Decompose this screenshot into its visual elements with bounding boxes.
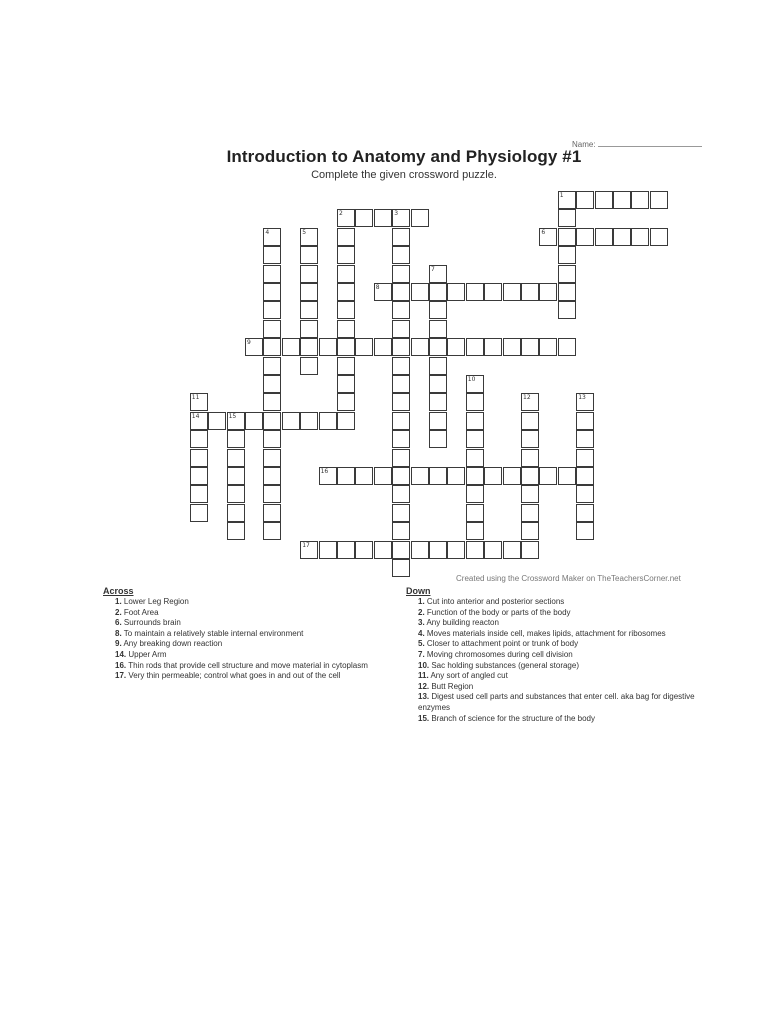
across-heading: Across [103,586,134,596]
down-clue [418,597,696,608]
down-clue [418,618,696,629]
clue-number: 4. [418,628,425,638]
crossword-cell[interactable] [392,301,410,319]
crossword-cell[interactable] [466,338,484,356]
crossword-cell[interactable] [263,485,281,503]
crossword-cell[interactable] [337,541,355,559]
clue-number-label: 10 [467,376,476,383]
crossword-cell[interactable] [392,338,410,356]
crossword-cell[interactable] [263,522,281,540]
clue-text: Moves materials inside cell, makes lipids, attachment for ribosomes [424,628,666,638]
crossword-cell[interactable] [429,338,447,356]
crossword-cell[interactable] [558,283,576,301]
crossword-cell[interactable] [613,191,631,209]
clue-text: Upper Arm [126,649,167,659]
clue-number-label: 11 [191,394,200,402]
crossword-cell[interactable] [539,467,557,485]
clue-text: Butt Region [429,681,474,691]
crossword-cell[interactable] [263,412,281,430]
crossword-cell[interactable] [503,283,521,301]
crossword-cell[interactable] [227,449,245,467]
clue-number-label: 4 [265,228,270,236]
crossword-cell[interactable] [576,449,594,467]
down-clues [406,586,696,724]
crossword-cell[interactable] [263,228,281,246]
crossword-cell[interactable] [558,301,576,319]
clue-number: 8. [115,628,122,638]
crossword-cell[interactable] [319,338,337,356]
crossword-cell[interactable] [650,191,668,209]
crossword-cell[interactable] [595,191,613,209]
crossword-cell[interactable] [576,393,594,411]
crossword-cell[interactable] [392,209,410,227]
down-clue [418,682,696,693]
crossword-cell[interactable] [392,375,410,393]
crossword-cell[interactable] [539,338,557,356]
crossword-cell[interactable] [227,430,245,448]
crossword-cell[interactable] [429,265,447,283]
clue-number-label: 7 [431,265,435,273]
crossword-cell[interactable] [392,265,410,283]
crossword-cell[interactable] [374,541,392,559]
crossword-cell[interactable] [447,541,465,559]
crossword-cell[interactable] [650,228,668,246]
across-clue [115,661,393,672]
crossword-cell[interactable] [631,191,649,209]
clue-number-label: 16 [320,468,329,475]
crossword-cell[interactable] [466,375,484,393]
clue-text: Any building reacton [424,618,499,628]
clue-number: 12. [418,681,430,691]
crossword-cell[interactable] [227,504,245,522]
crossword-cell[interactable] [300,338,318,356]
crossword-cell[interactable] [300,265,318,283]
crossword-cell[interactable] [263,246,281,264]
crossword-cell[interactable] [521,449,539,467]
clue-text: Digest used cell parts and substances that enter cell. aka bag for digestive enzymes [418,692,695,712]
clue-number-label: 14 [191,412,200,420]
clue-text: Any sort of angled cut [428,671,508,681]
crossword-cell[interactable] [521,283,539,301]
crossword-cell[interactable] [503,467,521,485]
crossword-cell[interactable] [447,338,465,356]
crossword-cell[interactable] [466,504,484,522]
crossword-cell[interactable] [227,467,245,485]
crossword-cell[interactable] [558,228,576,246]
crossword-cell[interactable] [190,412,208,430]
crossword-cell[interactable] [392,449,410,467]
crossword-cell[interactable] [263,504,281,522]
clue-number: 1. [115,597,122,606]
clue-number: 5. [418,639,425,649]
crossword-cell[interactable] [263,467,281,485]
crossword-cell[interactable] [521,541,539,559]
crossword-cell[interactable] [337,375,355,393]
page-title: Introduction to Anatomy and Physiology #1 [226,147,582,166]
crossword-cell[interactable] [558,467,576,485]
crossword-cell[interactable] [429,375,447,393]
crossword-cell[interactable] [521,338,539,356]
crossword-cell[interactable] [319,412,337,430]
crossword-cell[interactable] [374,467,392,485]
crossword-cell[interactable] [245,412,263,430]
crossword-cell[interactable] [263,301,281,319]
crossword-cell[interactable] [429,393,447,411]
crossword-cell[interactable] [300,412,318,430]
crossword-cell[interactable] [282,412,300,430]
crossword-cell[interactable] [466,449,484,467]
crossword-cell[interactable] [227,485,245,503]
clue-number: 9. [115,639,122,649]
crossword-cell[interactable] [337,246,355,264]
crossword-cell[interactable] [374,283,392,301]
crossword-cell[interactable] [429,412,447,430]
down-clue [418,714,696,725]
clue-number-label: 3 [394,210,399,218]
crossword-cell[interactable] [392,246,410,264]
crossword-cell[interactable] [337,412,355,430]
clue-number-label: 15 [228,412,237,420]
down-clue [418,608,696,619]
clue-number-label: 12 [523,394,531,402]
clue-number: 2. [115,607,122,617]
clue-number: 14. [115,649,127,659]
crossword-cell[interactable] [282,338,300,356]
clue-number-label: 13 [578,394,586,402]
across-clue [115,597,393,608]
crossword-cell[interactable] [521,393,539,411]
clue-number: 16. [115,660,127,670]
crossword-cell[interactable] [429,357,447,375]
crossword-cell[interactable] [466,412,484,430]
crossword-cell[interactable] [337,228,355,246]
crossword-cell[interactable] [392,522,410,540]
crossword-cell[interactable] [208,412,226,430]
crossword-cell[interactable] [411,209,429,227]
crossword-cell[interactable] [300,283,318,301]
crossword-cell[interactable] [576,522,594,540]
crossword-cell[interactable] [319,541,337,559]
crossword-cell[interactable] [466,393,484,411]
crossword-cell[interactable] [539,228,557,246]
clue-text: Cut into anterior and posterior sections [424,597,565,606]
clue-number-label: 5 [302,228,307,236]
across-clue [115,671,393,682]
crossword-cell[interactable] [484,467,502,485]
crossword-cell[interactable] [300,228,318,246]
clue-text: To maintain a relatively stable internal environment [121,628,304,638]
crossword-cell[interactable] [263,449,281,467]
clue-text: Closer to attachment point or trunk of body [424,639,579,649]
crossword-cell[interactable] [411,541,429,559]
crossword-cell[interactable] [558,191,576,209]
crossword-cell[interactable] [576,191,594,209]
crossword-cell[interactable] [392,430,410,448]
down-clue-list [406,597,696,724]
crossword-cell[interactable] [300,301,318,319]
crossword-cell[interactable] [576,485,594,503]
crossword-cell[interactable] [631,228,649,246]
crossword-cell[interactable] [337,301,355,319]
crossword-cell[interactable] [245,338,263,356]
crossword-cell[interactable] [521,430,539,448]
crossword-cell[interactable] [484,338,502,356]
clue-text: Branch of science for the structure of the body [429,713,595,723]
crossword-cell[interactable] [190,467,208,485]
crossword-cell[interactable] [466,522,484,540]
crossword-cell[interactable] [429,541,447,559]
down-clue [418,692,696,713]
crossword-cell[interactable] [374,209,392,227]
across-clue [115,650,393,661]
crossword-cell[interactable] [576,228,594,246]
crossword-cell[interactable] [337,320,355,338]
crossword-cell[interactable] [263,357,281,375]
clue-text: Surrounds brain [121,618,181,628]
crossword-cell[interactable] [576,467,594,485]
crossword-cell[interactable] [503,338,521,356]
crossword-cell[interactable] [263,320,281,338]
crossword-cell[interactable] [263,283,281,301]
crossword-cell[interactable] [392,504,410,522]
crossword-cell[interactable] [300,541,318,559]
crossword-cell[interactable] [392,485,410,503]
crossword-cell[interactable] [539,283,557,301]
crossword-cell[interactable] [447,467,465,485]
clue-text: Foot Area [121,607,159,617]
crossword-cell[interactable] [576,430,594,448]
across-clues [103,586,393,682]
crossword-cell[interactable] [411,467,429,485]
across-clue-list [103,597,393,682]
crossword-cell[interactable] [337,393,355,411]
clue-number: 10. [418,660,430,670]
across-clue [115,629,393,640]
crossword-cell[interactable] [411,338,429,356]
crossword-cell[interactable] [263,430,281,448]
crossword-cell[interactable] [484,541,502,559]
crossword-cell[interactable] [190,430,208,448]
crossword-cell[interactable] [429,320,447,338]
clue-number-label: 6 [541,228,546,236]
crossword-cell[interactable] [576,504,594,522]
crossword-cell[interactable] [521,412,539,430]
crossword-cell[interactable] [355,338,373,356]
crossword-cell[interactable] [466,485,484,503]
crossword-cell[interactable] [521,467,539,485]
crossword-cell[interactable] [466,467,484,485]
crossword-cell[interactable] [227,412,245,430]
crossword-cell[interactable] [466,283,484,301]
crossword-cell[interactable] [190,485,208,503]
crossword-cell[interactable] [392,541,410,559]
clue-number: 7. [418,649,425,659]
page-subtitle: Complete the given crossword puzzle. [311,169,497,181]
crossword-cell[interactable] [429,430,447,448]
clue-number: 6. [115,618,122,628]
clue-text: Thin rods that provide cell structure and move material in cytoplasm [126,660,368,670]
crossword-cell[interactable] [484,283,502,301]
crossword-cell[interactable] [374,338,392,356]
crossword-cell[interactable] [227,522,245,540]
crossword-cell[interactable] [558,265,576,283]
crossword-cell[interactable] [558,246,576,264]
clue-number-label: 2 [339,210,343,218]
crossword-cell[interactable] [392,467,410,485]
name-label: Name: [572,140,596,149]
down-clue [418,661,696,672]
across-clue [115,639,393,650]
crossword-cell[interactable] [300,320,318,338]
clue-number-label: 8 [375,284,380,291]
crossword-cell[interactable] [392,357,410,375]
crossword-cell[interactable] [263,338,281,356]
crossword-cell[interactable] [392,283,410,301]
crossword-cell[interactable] [392,559,410,577]
crossword-cell[interactable] [263,393,281,411]
across-clue [115,608,393,619]
crossword-cell[interactable] [319,467,337,485]
crossword-cell[interactable] [337,338,355,356]
down-clue [418,629,696,640]
crossword-cell[interactable] [429,467,447,485]
crossword-cell[interactable] [392,228,410,246]
clue-number: 11. [418,671,429,681]
clue-number: 2. [418,607,425,617]
crossword-cell[interactable] [263,375,281,393]
crossword-cell[interactable] [337,357,355,375]
crossword-cell[interactable] [392,320,410,338]
crossword-cell[interactable] [521,485,539,503]
crossword-cell[interactable] [337,209,355,227]
clue-number: 1. [418,597,425,606]
crossword-cell[interactable] [190,504,208,522]
crossword-cell[interactable] [447,283,465,301]
crossword-cell[interactable] [300,357,318,375]
crossword-cell[interactable] [411,283,429,301]
crossword-cell[interactable] [521,522,539,540]
crossword-cell[interactable] [558,209,576,227]
across-clue [115,618,393,629]
clue-number-label: 1 [559,192,564,199]
crossword-cell[interactable] [263,265,281,283]
crossword-cell[interactable] [392,412,410,430]
crossword-cell[interactable] [355,467,373,485]
crossword-cell[interactable] [466,541,484,559]
clue-text: Very thin permeable; control what goes in and out of the cell [126,671,341,681]
crossword-cell[interactable] [613,228,631,246]
crossword-cell[interactable] [558,338,576,356]
crossword-cell[interactable] [429,283,447,301]
crossword-cell[interactable] [355,209,373,227]
clue-number-label: 17 [302,541,310,549]
clue-number-label: 9 [247,339,251,347]
crossword-cell[interactable] [190,449,208,467]
clue-text: Moving chromosomes during cell division [424,649,573,659]
clue-text: Function of the body or parts of the body [424,607,571,617]
crossword-cell[interactable] [337,265,355,283]
crossword-cell[interactable] [521,504,539,522]
crossword-cell[interactable] [429,301,447,319]
clue-text: Any breaking down reaction [121,639,223,649]
clue-number: 3. [418,618,425,628]
crossword-cell[interactable] [355,541,373,559]
crossword-cell[interactable] [190,393,208,411]
crossword-cell[interactable] [576,412,594,430]
crossword-cell[interactable] [300,246,318,264]
crossword-cell[interactable] [337,283,355,301]
crossword-cell[interactable] [595,228,613,246]
crossword-cell[interactable] [337,467,355,485]
down-clue [418,639,696,650]
down-clue [418,650,696,661]
clue-number: 17. [115,671,127,681]
credit-line: Created using the Crossword Maker on TheTeachersCorner.net [456,574,681,583]
crossword-cell[interactable] [466,430,484,448]
clue-text: Sac holding substances (general storage) [429,660,579,670]
crossword-cell[interactable] [503,541,521,559]
crossword-cell[interactable] [392,393,410,411]
clue-number: 13. [418,692,430,702]
clue-number: 15. [418,713,430,723]
down-clue [418,671,696,682]
down-heading: Down [406,586,431,596]
clue-text: Lower Leg Region [121,597,189,606]
